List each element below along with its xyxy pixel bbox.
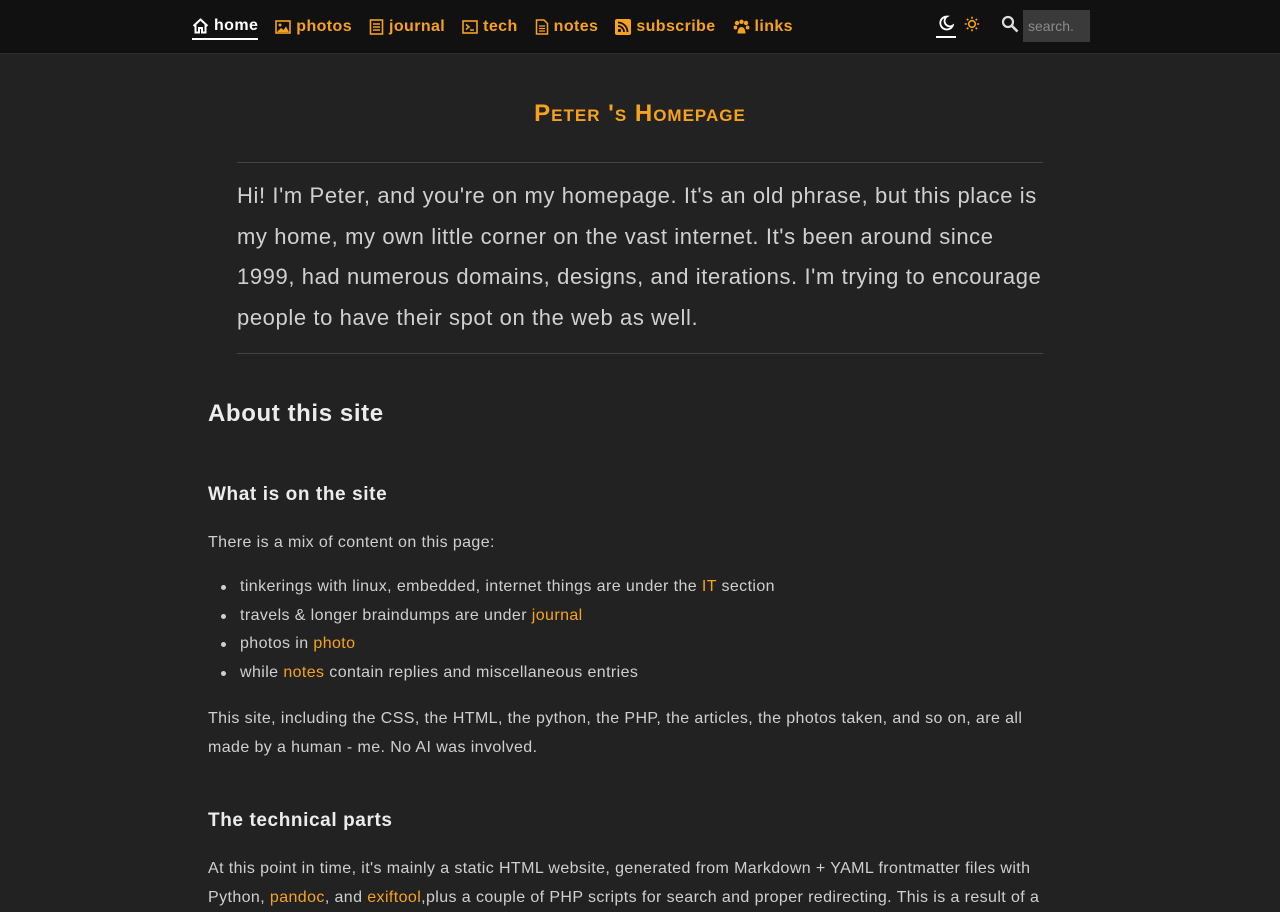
nav-item-links[interactable] (733, 14, 793, 40)
main-content (208, 400, 1068, 912)
made-by-human-paragraph: This site, including the CSS, the HTML, the python, the PHP, the articles, the photos taken, and so on, are all made by a human - me. No AI was involved. (208, 709, 1023, 756)
nav-item-home[interactable] (192, 14, 258, 40)
nav-item-tech[interactable] (462, 14, 518, 40)
home-icon (192, 18, 209, 34)
terminal-icon (462, 20, 478, 34)
main-nav (192, 0, 810, 54)
nav-label: journal (389, 18, 446, 35)
rss-icon (615, 19, 631, 35)
intro-blockquote: Hi! I'm Peter, and you're on my homepage. It's an old phrase, but this place is my home, my own little corner on the vast internet. It's been around since 1999, had numerous domains, designs, and iterations. I'm trying to encourage people to have their spot on the web as well. (237, 162, 1043, 354)
nav-label: home (214, 17, 259, 34)
list-item-text: tinkerings with linux, embedded, internet things are under the (240, 578, 702, 595)
tech-text: At this point in time, it's mainly a static HTML website, generated from Markdown + YAML frontmatter files with Python, (208, 859, 1031, 906)
moon-icon (938, 15, 954, 36)
nav-label: photos (296, 18, 353, 35)
sun-icon (964, 16, 980, 37)
what-heading: What is on the site (208, 484, 388, 505)
paw-icon (733, 19, 750, 35)
nav-item-photos[interactable] (275, 14, 352, 40)
toolbar (936, 9, 1090, 43)
list-item-text: photos in (240, 635, 314, 653)
nav-label: tech (483, 18, 518, 35)
list-item (240, 602, 1068, 631)
list-item-text: section (716, 578, 775, 595)
journal-icon (369, 19, 384, 35)
link-journal[interactable]: journal (531, 606, 583, 624)
search-button[interactable] (1000, 14, 1020, 38)
note-icon (535, 19, 549, 35)
link-pandoc[interactable]: pandoc (269, 888, 325, 906)
nav-label: notes (553, 18, 599, 35)
link-it[interactable]: IT (701, 578, 717, 595)
nav-item-subscribe[interactable] (615, 14, 715, 40)
nav-label: subscribe (636, 18, 716, 35)
link-photo[interactable]: photo (313, 635, 356, 653)
list-item-text: while (240, 664, 284, 682)
nav-item-journal[interactable] (369, 14, 445, 40)
list-item-text: contain replies and miscellaneous entries (324, 664, 639, 682)
about-heading: About this site (208, 400, 384, 427)
light-mode-button[interactable] (962, 14, 982, 38)
link-notes[interactable]: notes (283, 664, 325, 682)
search-input[interactable] (1023, 10, 1090, 42)
link-exiftool[interactable]: exiftool (367, 888, 422, 906)
list-item (240, 573, 1068, 602)
list-item (240, 659, 1068, 688)
tech-text: ,plus a couple of PHP scripts for search and proper redirecting. This is a result of a (421, 888, 1040, 906)
nav-label: links (754, 18, 793, 35)
nav-item-notes[interactable] (535, 14, 599, 40)
list-item-text: travels & longer braindumps are under (240, 606, 532, 624)
list-item (240, 630, 1068, 659)
image-icon (275, 20, 291, 34)
tech-paragraph (208, 854, 1068, 912)
dark-mode-button[interactable] (936, 14, 956, 38)
content-lead: There is a mix of content on this page: (208, 534, 495, 551)
tech-heading: The technical parts (208, 809, 393, 831)
search-icon (1001, 15, 1019, 38)
tech-text: , and (324, 888, 368, 906)
top-navigation-bar (0, 0, 1280, 54)
page-title: Peter 's Homepage (534, 100, 746, 127)
content-list (240, 573, 1068, 688)
